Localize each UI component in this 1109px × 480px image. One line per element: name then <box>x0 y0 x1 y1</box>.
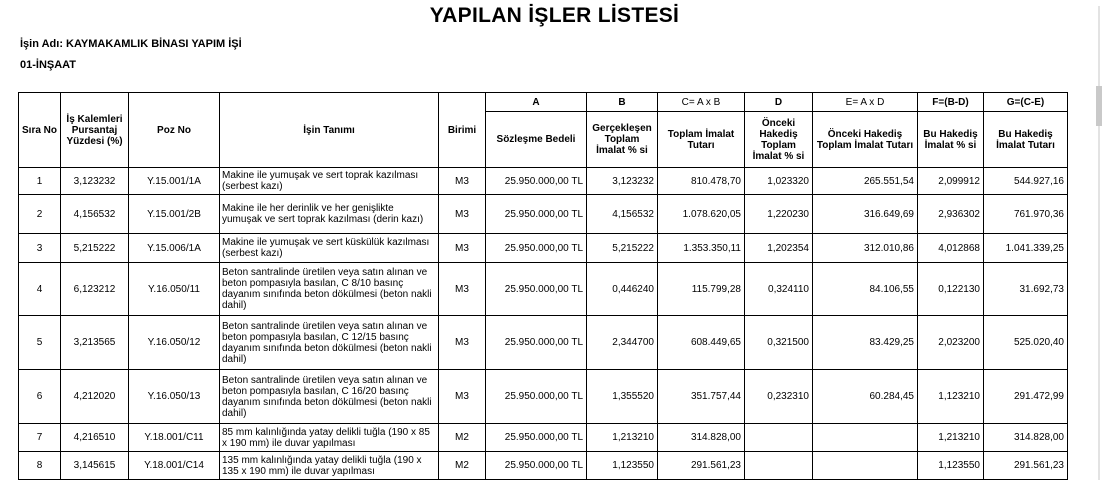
cell-unit: M3 <box>439 370 486 424</box>
cell-f: 2,023200 <box>918 316 984 370</box>
cell-unit: M3 <box>439 263 486 316</box>
cell-desc: 85 mm kalınlığında yatay delikli tuğla (190 x 85 x 190 mm) ile duvar yapılması <box>220 424 439 452</box>
col-letter-d: D <box>745 93 813 112</box>
col-header-poz: Poz No <box>129 93 220 168</box>
col-header-bu-yuzde: Bu Hakediş İmalat % si <box>918 112 984 168</box>
cell-d: 1,220230 <box>745 195 813 234</box>
cell-f: 1,213210 <box>918 424 984 452</box>
cell-e: 316.649,69 <box>813 195 918 234</box>
col-letter-a: A <box>486 93 587 112</box>
cell-desc: Makine ile her derinlik ve her genişlikte yumuşak ve sert toprak kazılması (derin kazı) <box>220 195 439 234</box>
cell-pct: 4,212020 <box>61 370 129 424</box>
table-row <box>19 452 1068 480</box>
cell-c: 351.757,44 <box>658 370 745 424</box>
cell-poz: Y.18.001/C14 <box>129 452 220 480</box>
col-header-tanim: İşin Tanımı <box>220 93 439 168</box>
cell-c: 314.828,00 <box>658 424 745 452</box>
cell-e: 60.284,45 <box>813 370 918 424</box>
cell-d: 1,202354 <box>745 234 813 263</box>
works-table <box>18 92 1068 480</box>
table-row <box>19 424 1068 452</box>
job-name-line <box>20 38 242 50</box>
cell-g: 544.927,16 <box>984 168 1068 195</box>
cell-a: 25.950.000,00 TL <box>486 452 587 480</box>
cell-f: 2,936302 <box>918 195 984 234</box>
scrollbar-track[interactable] <box>1098 6 1100 480</box>
cell-g: 291.561,23 <box>984 452 1068 480</box>
col-header-bu-tutar: Bu Hakediş İmalat Tutarı <box>984 112 1068 168</box>
cell-e: 84.106,55 <box>813 263 918 316</box>
col-letter-b: B <box>587 93 658 112</box>
col-header-onceki-yuzde: Önceki Hakediş Toplam İmalat % si <box>745 112 813 168</box>
cell-no: 4 <box>19 263 61 316</box>
cell-a: 25.950.000,00 TL <box>486 263 587 316</box>
cell-pct: 6,123212 <box>61 263 129 316</box>
cell-poz: Y.16.050/13 <box>129 370 220 424</box>
cell-g: 1.041.339,25 <box>984 234 1068 263</box>
cell-a: 25.950.000,00 TL <box>486 370 587 424</box>
cell-c: 810.478,70 <box>658 168 745 195</box>
cell-desc: Beton santralinde üretilen veya satın alınan ve beton pompasıyla basılan, C 8/10 basınç dayanım sınıfında beton dökülmesi (beton nakli dahil) <box>220 263 439 316</box>
table-row <box>19 195 1068 234</box>
cell-g: 761.970,36 <box>984 195 1068 234</box>
cell-a: 25.950.000,00 TL <box>486 234 587 263</box>
cell-f: 2,099912 <box>918 168 984 195</box>
cell-b: 1,355520 <box>587 370 658 424</box>
cell-pct: 3,213565 <box>61 316 129 370</box>
cell-f: 4,012868 <box>918 234 984 263</box>
cell-unit: M3 <box>439 195 486 234</box>
cell-b: 1,213210 <box>587 424 658 452</box>
cell-a: 25.950.000,00 TL <box>486 195 587 234</box>
cell-g: 314.828,00 <box>984 424 1068 452</box>
col-letter-g: G=(C-E) <box>984 93 1068 112</box>
cell-poz: Y.18.001/C11 <box>129 424 220 452</box>
cell-c: 1.078.620,05 <box>658 195 745 234</box>
col-letter-c: C= A x B <box>658 93 745 112</box>
cell-b: 5,215222 <box>587 234 658 263</box>
cell-e: 265.551,54 <box>813 168 918 195</box>
cell-d: 0,324110 <box>745 263 813 316</box>
cell-pct: 4,156532 <box>61 195 129 234</box>
cell-b: 3,123232 <box>587 168 658 195</box>
col-header-pursantaj: İş Kalemleri Pursantaj Yüzdesi (%) <box>61 93 129 168</box>
cell-desc: 135 mm kalınlığında yatay delikli tuğla (190 x 135 x 190 mm) ile duvar yapılması <box>220 452 439 480</box>
col-letter-e: E= A x D <box>813 93 918 112</box>
cell-unit: M3 <box>439 234 486 263</box>
cell-poz: Y.16.050/11 <box>129 263 220 316</box>
cell-e: 312.010,86 <box>813 234 918 263</box>
cell-no: 3 <box>19 234 61 263</box>
page-title: YAPILAN İŞLER LİSTESİ <box>429 4 680 27</box>
col-header-gerceklesen: Gerçekleşen Toplam İmalat % si <box>587 112 658 168</box>
cell-unit: M3 <box>439 316 486 370</box>
cell-d: 1,023320 <box>745 168 813 195</box>
cell-desc: Beton santralinde üretilen veya satın alınan ve beton pompasıyla basılan, C 12/15 basınç dayanım sınıfında beton dökülmesi (beton nakli dahil) <box>220 316 439 370</box>
cell-b: 0,446240 <box>587 263 658 316</box>
table-row <box>19 168 1068 195</box>
cell-d <box>745 424 813 452</box>
table-row <box>19 263 1068 316</box>
cell-poz: Y.15.001/2B <box>129 195 220 234</box>
cell-g: 525.020,40 <box>984 316 1068 370</box>
cell-b: 2,344700 <box>587 316 658 370</box>
cell-pct: 5,215222 <box>61 234 129 263</box>
cell-c: 291.561,23 <box>658 452 745 480</box>
cell-b: 1,123550 <box>587 452 658 480</box>
cell-pct: 4,216510 <box>61 424 129 452</box>
table-row <box>19 234 1068 263</box>
cell-desc: Makine ile yumuşak ve sert küskülük kazılması (serbest kazı) <box>220 234 439 263</box>
cell-e <box>813 424 918 452</box>
vertical-scrollbar[interactable] <box>1096 6 1102 480</box>
cell-b: 4,156532 <box>587 195 658 234</box>
cell-e <box>813 452 918 480</box>
cell-desc: Beton santralinde üretilen veya satın alınan ve beton pompasıyla basılan, C 16/20 basınç dayanım sınıfında beton dökülmesi (beton nakli dahil) <box>220 370 439 424</box>
cell-g: 31.692,73 <box>984 263 1068 316</box>
cell-no: 6 <box>19 370 61 424</box>
cell-no: 7 <box>19 424 61 452</box>
cell-c: 1.353.350,11 <box>658 234 745 263</box>
cell-a: 25.950.000,00 TL <box>486 168 587 195</box>
cell-no: 1 <box>19 168 61 195</box>
cell-f: 1,123210 <box>918 370 984 424</box>
cell-a: 25.950.000,00 TL <box>486 424 587 452</box>
col-header-onceki-tutar: Önceki Hakediş Toplam İmalat Tutarı <box>813 112 918 168</box>
job-name-value: KAYMAKAMLIK BİNASI YAPIM İŞİ <box>66 38 242 50</box>
table-row <box>19 370 1068 424</box>
cell-c: 115.799,28 <box>658 263 745 316</box>
cell-d: 0,321500 <box>745 316 813 370</box>
cell-pct: 3,123232 <box>61 168 129 195</box>
cell-no: 2 <box>19 195 61 234</box>
cell-d <box>745 452 813 480</box>
cell-no: 8 <box>19 452 61 480</box>
col-header-sozlesme: Sözleşme Bedeli <box>486 112 587 168</box>
cell-no: 5 <box>19 316 61 370</box>
cell-unit: M3 <box>439 168 486 195</box>
col-header-toplam-tutar: Toplam İmalat Tutarı <box>658 112 745 168</box>
cell-unit: M2 <box>439 424 486 452</box>
cell-poz: Y.15.001/1A <box>129 168 220 195</box>
cell-poz: Y.15.006/1A <box>129 234 220 263</box>
cell-c: 608.449,65 <box>658 316 745 370</box>
cell-unit: M2 <box>439 452 486 480</box>
cell-e: 83.429,25 <box>813 316 918 370</box>
col-letter-f: F=(B-D) <box>918 93 984 112</box>
col-header-sira: Sıra No <box>19 93 61 168</box>
col-header-birim: Birimi <box>439 93 486 168</box>
cell-poz: Y.16.050/12 <box>129 316 220 370</box>
table-row <box>19 316 1068 370</box>
cell-desc: Makine ile yumuşak ve sert toprak kazılması (serbest kazı) <box>220 168 439 195</box>
cell-f: 0,122130 <box>918 263 984 316</box>
cell-pct: 3,145615 <box>61 452 129 480</box>
scrollbar-thumb[interactable] <box>1096 86 1102 126</box>
cell-d: 0,232310 <box>745 370 813 424</box>
cell-a: 25.950.000,00 TL <box>486 316 587 370</box>
cell-f: 1,123550 <box>918 452 984 480</box>
job-name-label: İşin Adı: <box>20 38 63 50</box>
section-label: 01-İNŞAAT <box>20 59 77 71</box>
cell-g: 291.472,99 <box>984 370 1068 424</box>
